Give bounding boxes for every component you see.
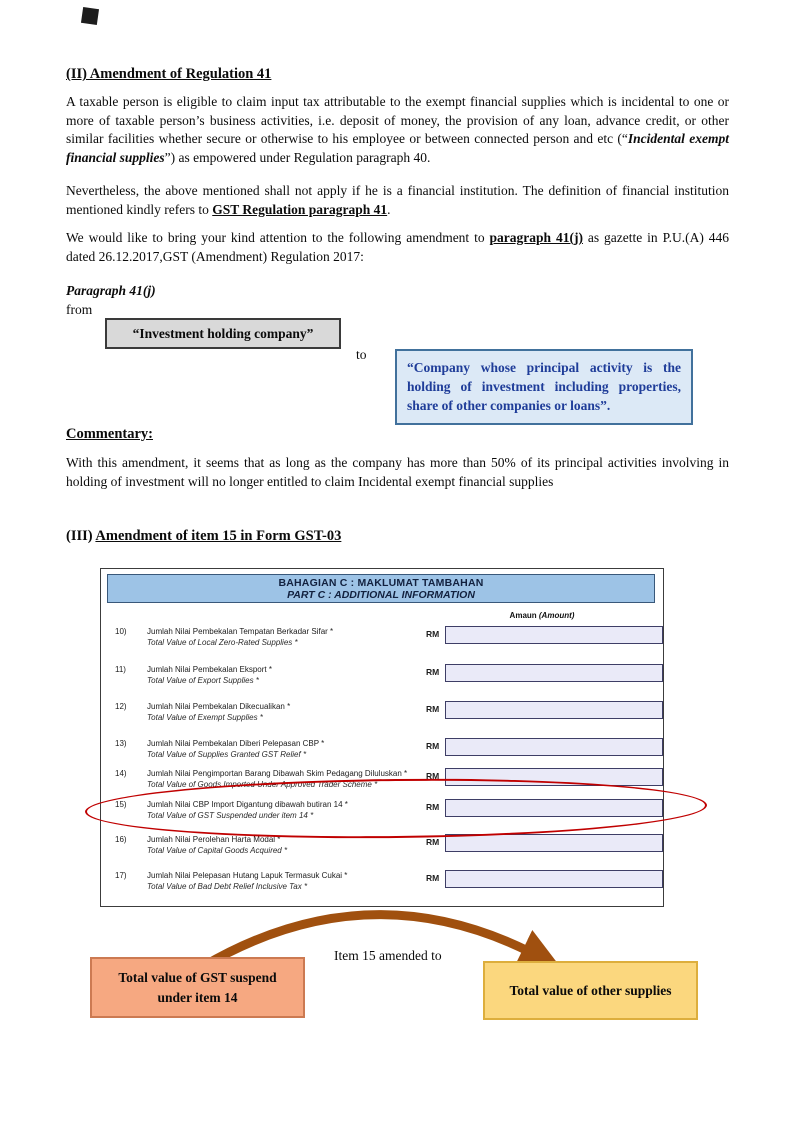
- fi-paragraph-pre: Nevertheless, the above mentioned shall not apply if he is a financial institution. The definition of financial institution mentioned kindly refers to: [66, 183, 729, 217]
- form-row-16: 16) Jumlah Nilai Perolehan Harta Modal * Total Value of Capital Goods Acquired * RM: [113, 835, 655, 857]
- fi-paragraph-post: .: [387, 201, 391, 217]
- form-row-13: 13) Jumlah Nilai Pembekalan Diberi Pelepasan CBP * Total Value of Supplies Granted GST Relief * RM: [113, 739, 655, 761]
- amount-input-12[interactable]: [445, 701, 663, 719]
- rm-label: RM: [426, 771, 440, 781]
- section3-heading: [66, 528, 729, 545]
- amendment-notice-paragraph: [66, 229, 729, 266]
- gst03-form-panel: [100, 568, 664, 907]
- old-value-box: Total value of GST suspend under item 14: [90, 957, 305, 1018]
- new-value-box: Total value of other supplies: [483, 961, 698, 1020]
- form-row-10: 10) Jumlah Nilai Pembekalan Tempatan Berkadar Sifar * Total Value of Local Zero-Rated Supplies * RM: [113, 627, 655, 649]
- amount-input-14[interactable]: [445, 768, 663, 786]
- intro-paragraph-post: ”) as empowered under Regulation paragraph 40.: [164, 149, 431, 165]
- form-part-c-header: [107, 574, 655, 603]
- intro-paragraph-pre: A taxable person is eligible to claim input tax attributable to the exempt financial supplies which is incidental to one or more of taxable person’s business activities, i.e. deposit of money, the provision of any loan, advance credit, or other similar facilities whether secure or otherwise to his employee or between connected person and etc (“: [66, 94, 729, 146]
- form-row-15: 15) Jumlah Nilai CBP Import Digantung dibawah butiran 14 * Total Value of GST Suspended under item 14 * RM: [113, 800, 655, 822]
- rm-label: RM: [426, 667, 440, 677]
- incidental-emphasis: Incidental exempt financial supplies: [66, 131, 729, 165]
- paragraph-41j-ref: paragraph 41(j): [489, 230, 583, 245]
- amount-input-15[interactable]: [445, 799, 663, 817]
- commentary-paragraph: With this amendment, it seems that as long as the company has more than 50% of its principal activities involving in holding of investment will no longer entitled to claim Incidental exempt financial supplies: [66, 455, 729, 489]
- notice-post: as gazette in P.U.(A) 446 dated 26.12.2017,GST (Amendment) Regulation 2017:: [66, 230, 730, 264]
- to-label: to: [356, 347, 367, 362]
- section3-heading-text: Amendment of item 15 in Form GST-03: [95, 528, 342, 544]
- notice-pre: We would like to bring your kind attention to the following amendment to: [66, 230, 490, 245]
- rm-label: RM: [426, 629, 440, 639]
- amount-input-11[interactable]: [445, 664, 663, 682]
- rm-label: RM: [426, 873, 440, 883]
- rm-label: RM: [426, 802, 440, 812]
- form-title-malay: BAHAGIAN C : MAKLUMAT TAMBAHAN: [278, 576, 484, 589]
- commentary-heading: Commentary:: [66, 426, 153, 442]
- form-row-12: 12) Jumlah Nilai Pembekalan Dikecualikan * Total Value of Exempt Supplies * RM: [113, 702, 655, 724]
- from-label: from: [66, 302, 93, 317]
- financial-institution-paragraph: [66, 182, 729, 219]
- arrow-label: Item 15 amended to: [334, 948, 442, 963]
- form-title-english: PART C : ADDITIONAL INFORMATION: [287, 588, 475, 601]
- amount-input-17[interactable]: [445, 870, 663, 888]
- amount-column-header: Amaun (Amount): [509, 611, 575, 620]
- amount-input-10[interactable]: [445, 626, 663, 644]
- rm-label: RM: [426, 741, 440, 751]
- section2-heading: (II) Amendment of Regulation 41: [66, 66, 272, 82]
- gst-regulation-ref: GST Regulation paragraph 41: [212, 201, 388, 217]
- intro-paragraph: [66, 93, 729, 167]
- rm-label: RM: [426, 704, 440, 714]
- amount-input-13[interactable]: [445, 738, 663, 756]
- section3-heading-num: (III): [66, 528, 96, 544]
- form-row-17: 17) Jumlah Nilai Pelepasan Hutang Lapuk Termasuk Cukai * Total Value of Bad Debt Relief Inclusive Tax * RM: [113, 871, 655, 893]
- form-row-14: 14) Jumlah Nilai Pengimportan Barang Dibawah Skim Pedagang Diluluskan * Total Value of Goods Imported Under Approved Trader Scheme * RM: [113, 769, 655, 791]
- amount-input-16[interactable]: [445, 834, 663, 852]
- form-row-11: 11) Jumlah Nilai Pembekalan Eksport * Total Value of Export Supplies * RM: [113, 665, 655, 687]
- old-regulation-text-box: “Investment holding company”: [105, 318, 341, 349]
- paragraph-41j-label: Paragraph 41(j): [66, 283, 156, 298]
- new-regulation-text-box: “Company whose principal activity is the holding of investment including properties, share of other companies or loans”.: [395, 349, 693, 425]
- rm-label: RM: [426, 837, 440, 847]
- page-corner-mark: [81, 7, 99, 25]
